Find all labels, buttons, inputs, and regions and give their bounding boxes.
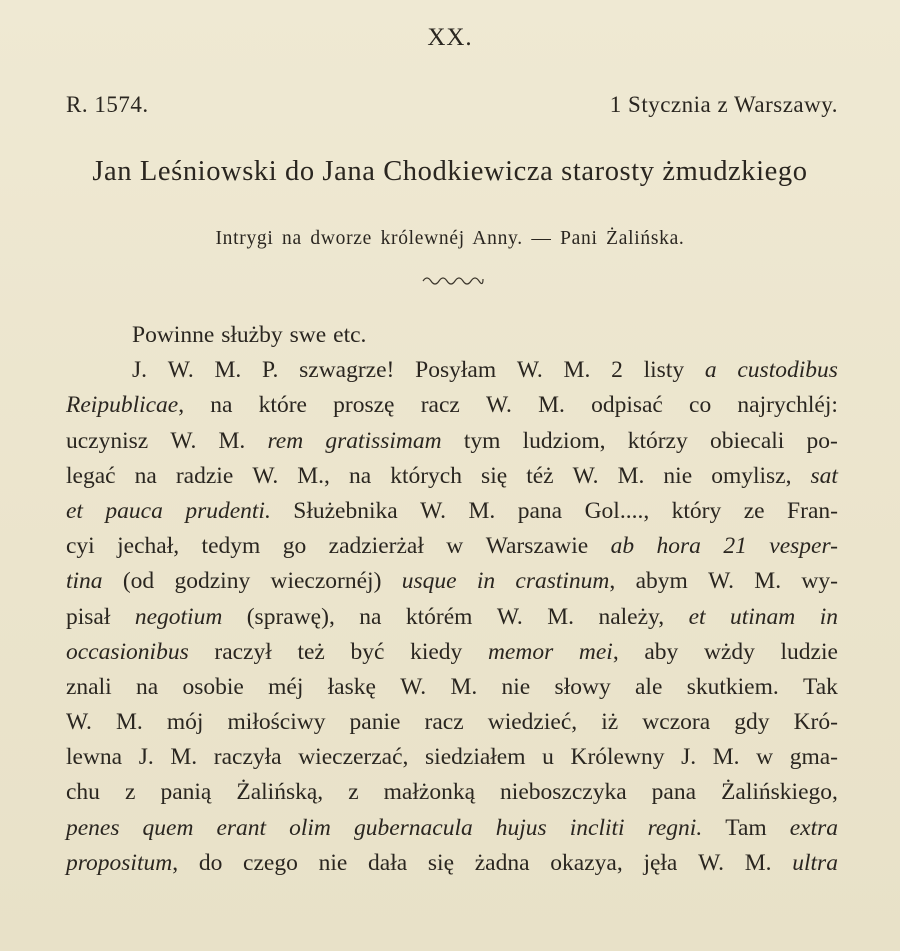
body-word: wżdy	[703, 638, 755, 665]
body-word: W.	[66, 709, 92, 736]
body-word: godziny	[174, 568, 251, 595]
body-word: siedziałem	[425, 744, 526, 771]
body-word: tina	[66, 568, 103, 595]
body-word: propositum,	[66, 849, 179, 876]
body-word: łaskę	[327, 673, 376, 700]
body-word: panią	[160, 779, 212, 806]
body-word: M.	[468, 497, 496, 524]
body-word: wieczerzać,	[298, 744, 409, 771]
body-word: hora	[656, 533, 701, 560]
body-word: M.	[744, 849, 772, 876]
body-word: Żalińskiego,	[721, 779, 838, 806]
body-word: erant	[216, 814, 267, 841]
body-word: mój	[166, 709, 204, 736]
body-word: Gol....,	[584, 497, 650, 524]
body-word: się	[427, 849, 455, 876]
body-word: odpisać	[591, 392, 663, 419]
body-word: Powinne	[132, 322, 215, 348]
body-word: jechał,	[117, 533, 180, 560]
body-line	[66, 635, 838, 670]
body-word: lewna	[66, 744, 123, 771]
body-word: Służebnika	[293, 497, 398, 524]
body-word: M.	[617, 462, 645, 489]
body-word: penes	[66, 814, 120, 841]
body-word: obiecali	[709, 427, 785, 454]
body-word: chu	[66, 779, 100, 806]
body-word: mei,	[578, 638, 619, 665]
body-word: hujus	[495, 814, 547, 841]
body-word: W.	[708, 568, 734, 595]
body-word: incliti	[569, 814, 625, 841]
body-word: W.	[420, 497, 447, 524]
body-word: po-	[806, 427, 838, 454]
body-word: w	[756, 744, 774, 771]
body-line	[66, 459, 838, 494]
body-word: go	[282, 533, 307, 560]
body-word: ludziom,	[522, 427, 606, 454]
body-word: M.	[547, 603, 575, 630]
body-word: M.	[214, 357, 242, 384]
body-word: Reipublicae,	[66, 392, 185, 419]
letter-year: R. 1574.	[66, 92, 149, 117]
body-word: 21	[723, 533, 747, 560]
body-word: co	[689, 392, 712, 419]
body-word: W.	[572, 462, 599, 489]
body-line	[66, 353, 838, 388]
body-word: sat	[810, 462, 838, 489]
body-word: na	[359, 603, 382, 630]
body-word: czego	[243, 849, 298, 876]
body-word: których	[390, 462, 462, 489]
body-word: Posyłam	[415, 357, 497, 384]
body-word: M.	[712, 744, 740, 771]
body-line	[66, 705, 838, 740]
body-word: nieboszczyka	[500, 779, 627, 806]
body-word: wy-	[801, 568, 838, 595]
body-line	[66, 846, 838, 881]
letter-title: Jan Leśniowski do Jana Chodkiewicza starosty żmudzkiego	[92, 156, 808, 187]
body-word: extra	[789, 814, 838, 841]
body-word: z	[124, 779, 136, 806]
body-word: małżonką	[383, 779, 476, 806]
body-word: szwagrze!	[299, 357, 395, 384]
body-word: memor	[487, 638, 554, 665]
body-word: racz	[420, 392, 460, 419]
body-word: M.	[754, 568, 782, 595]
body-word: tym	[463, 427, 501, 454]
body-word: W.	[516, 357, 543, 384]
body-word: znali	[66, 673, 112, 700]
body-word: quem	[142, 814, 194, 841]
body-line	[66, 775, 838, 810]
body-word: M.	[538, 392, 565, 419]
body-word: Królewny	[570, 744, 665, 771]
body-word: ab	[610, 533, 635, 560]
body-word: dała	[368, 849, 408, 876]
body-word: zadzierżał	[328, 533, 424, 560]
body-word: M.	[563, 357, 591, 384]
letter-body	[66, 318, 838, 881]
body-word: et	[688, 603, 706, 630]
body-line	[66, 388, 838, 423]
body-word: utinam	[729, 603, 796, 630]
body-word: Żalińską,	[236, 779, 324, 806]
body-word: M.	[218, 427, 246, 454]
body-word: rem	[267, 427, 304, 454]
body-word: swe	[289, 322, 327, 348]
body-word: 2	[611, 357, 623, 384]
body-word: (od	[122, 568, 155, 595]
body-word: olim	[289, 814, 331, 841]
body-word: J.	[681, 744, 697, 771]
body-word: méj	[268, 673, 304, 700]
body-word: gubernacula	[353, 814, 473, 841]
body-word: które	[258, 392, 307, 419]
body-word: okazya,	[550, 849, 623, 876]
body-word: (sprawę),	[246, 603, 335, 630]
body-word: kiedy	[410, 638, 463, 665]
letter-summary: Intrygi na dworze królewnéj Anny. — Pani Żalińska.	[215, 228, 685, 249]
body-word: regni.	[647, 814, 703, 841]
body-word: słowy	[554, 673, 611, 700]
body-word: nie	[663, 462, 693, 489]
body-word: którzy	[627, 427, 688, 454]
body-word: Fran-	[787, 497, 838, 524]
body-word: prudenti.	[185, 497, 271, 524]
body-word: u	[542, 744, 554, 771]
body-word: raczył	[214, 638, 272, 665]
body-word: gma-	[789, 744, 838, 771]
letter-meta	[66, 92, 838, 118]
wavy-line-ornament-icon	[421, 272, 485, 286]
body-word: też	[297, 638, 325, 665]
body-word: uczynisz	[66, 427, 149, 454]
body-word: jęła	[643, 849, 678, 876]
body-word: pauca	[105, 497, 163, 524]
body-word: do	[198, 849, 223, 876]
body-word: usque	[401, 568, 457, 595]
body-word: gdy	[734, 709, 770, 736]
body-word: in	[476, 568, 496, 595]
body-word: P.	[262, 357, 279, 384]
body-word: M.	[116, 709, 143, 736]
body-word: abym	[635, 568, 688, 595]
body-word: Tam	[725, 814, 767, 841]
body-word: et	[66, 497, 83, 524]
body-word: téż	[526, 462, 554, 489]
body-word: ludzie	[780, 638, 838, 665]
body-word: osobie	[182, 673, 244, 700]
body-word: wczora	[642, 709, 711, 736]
body-word: in	[819, 603, 838, 630]
body-word: ze	[743, 497, 765, 524]
body-word: się	[481, 462, 508, 489]
body-word: custodibus	[737, 357, 838, 384]
body-word: J.	[132, 357, 148, 384]
body-word: aby	[644, 638, 679, 665]
body-line	[66, 670, 838, 705]
body-word: skutkiem.	[686, 673, 779, 700]
body-word: na	[348, 462, 372, 489]
body-line	[66, 600, 838, 635]
letter-date-place: 1 Stycznia z Warszawy.	[609, 92, 838, 117]
body-line	[66, 811, 838, 846]
body-word: radzie	[175, 462, 234, 489]
body-word: iż	[601, 709, 619, 736]
body-word: nie	[318, 849, 348, 876]
body-word: W.	[400, 673, 427, 700]
body-word: W.	[170, 427, 197, 454]
body-word: wiedzieć,	[487, 709, 578, 736]
body-line	[66, 529, 838, 564]
body-word: proszę	[333, 392, 395, 419]
body-word: służby	[221, 322, 283, 348]
body-word: W.	[167, 357, 194, 384]
body-word: occasionibus	[66, 638, 189, 665]
body-word: M.	[170, 744, 198, 771]
body-word: Tak	[803, 673, 838, 700]
body-word: cyi	[66, 533, 95, 560]
body-word: crastinum,	[515, 568, 616, 595]
body-word: ale	[635, 673, 663, 700]
body-word: na	[135, 673, 159, 700]
body-line	[66, 564, 838, 599]
body-word: miłościwy	[227, 709, 326, 736]
body-word: najrychléj:	[737, 392, 838, 419]
body-word: być	[350, 638, 385, 665]
body-word: wieczornéj)	[270, 568, 382, 595]
body-word: racz	[424, 709, 464, 736]
body-word: gratissimam	[325, 427, 442, 454]
body-line	[66, 318, 838, 353]
body-word: którém	[405, 603, 473, 630]
body-word: Kró-	[793, 709, 838, 736]
body-line	[66, 424, 838, 459]
body-word: nie	[501, 673, 531, 700]
body-word: na	[210, 392, 233, 419]
body-word: pana	[651, 779, 697, 806]
body-word: W.	[252, 462, 279, 489]
body-word: W.	[496, 603, 523, 630]
body-word: w	[446, 533, 464, 560]
body-word: który	[671, 497, 722, 524]
body-word: W.	[698, 849, 724, 876]
body-line	[66, 740, 838, 775]
body-word: M.,	[297, 462, 330, 489]
body-word: listy	[643, 357, 685, 384]
body-word: na	[134, 462, 157, 489]
body-word: negotium	[134, 603, 223, 630]
body-word: pana	[517, 497, 563, 524]
body-word: omylisz,	[711, 462, 792, 489]
body-word: W.	[486, 392, 512, 419]
body-word: J.	[138, 744, 154, 771]
body-word: tedym	[201, 533, 261, 560]
body-word: raczyła	[213, 744, 282, 771]
body-word: vesper-	[769, 533, 838, 560]
body-word: żadna	[474, 849, 530, 876]
body-word: legać	[66, 462, 116, 489]
body-word: panie	[349, 709, 401, 736]
chapter-number: XX.	[427, 24, 473, 51]
body-word: należy,	[598, 603, 665, 630]
body-word: ultra	[792, 849, 838, 876]
body-word: a	[704, 357, 717, 384]
body-word: Warszawie	[485, 533, 589, 560]
body-word: etc.	[333, 322, 367, 348]
body-line	[66, 494, 838, 529]
body-word: M.	[450, 673, 478, 700]
body-word: z	[348, 779, 359, 806]
body-word: pisał	[66, 603, 111, 630]
